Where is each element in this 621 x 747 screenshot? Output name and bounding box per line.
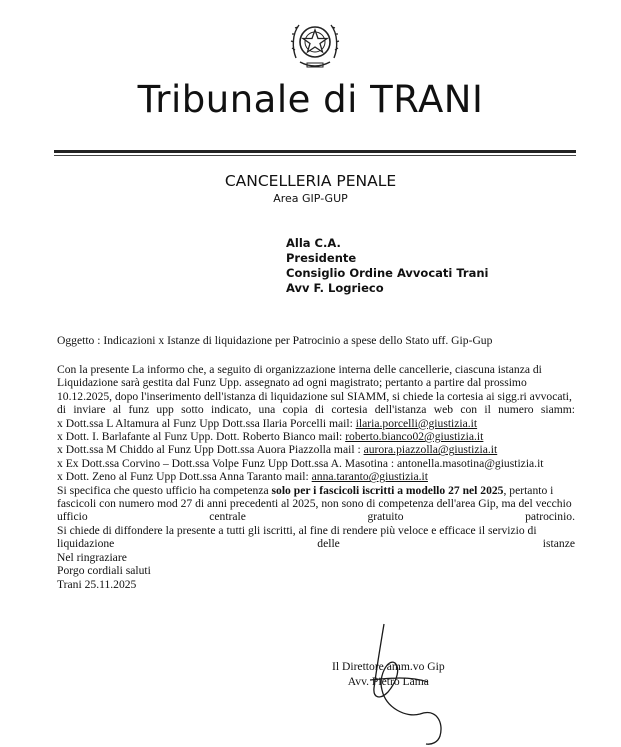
header-rule-thin: [54, 155, 576, 156]
header-rule-thick: [54, 150, 576, 153]
assignment-line: [57, 430, 575, 443]
email-link[interactable]: roberto.bianco02@giustizia.it: [345, 430, 484, 444]
email-link[interactable]: anna.taranto@giustizia.it: [311, 470, 428, 484]
addressee-line: Consiglio Ordine Avvocati Trani: [286, 266, 489, 280]
department-area: Area GIP-GUP: [273, 192, 348, 205]
addressee-line: Presidente: [286, 251, 357, 265]
assignment-line: [57, 457, 575, 470]
signatory-name: Avv. Pietro Lama: [347, 675, 429, 688]
assignment-text: x Dott. I. Barlafante al Funz Upp. Dott. Roberto Bianco mail:: [57, 430, 346, 444]
assignment-text: x Dott. Zeno al Funz Upp Dott.ssa Anna Taranto mail:: [57, 470, 312, 484]
competence-highlight: solo per i fascicoli iscritti a modello 27 nel 2025: [271, 483, 504, 497]
assignment-text: x Ex Dott.ssa Corvino – Dott.ssa Volpe Funz Upp Dott.ssa A. Masotina : antonella.masotina@giustizia.it: [57, 456, 544, 470]
handwritten-signature: [340, 618, 460, 747]
letter-subject: Oggetto : Indicazioni x Istanze di liquidazione per Patrocinio a spese dello Stato uff. Gip-Gup: [57, 334, 493, 347]
intro-paragraph: Con la presente La informo che, a seguito di organizzazione interna delle cancellerie, ciascuna istanza di Liquidazione sarà gestita dal Funz Upp. assegnato ad ogni magistrato; pertanto a partire dal prossimo 10.12.2025, dopo l'inserimento dell'istanza di liquidazione sul SIAMM, si chiede la cortesia ai sigg.ri avvocati, di inviare al funz upp sotto indicato, una copia di cortesia dell'istanza web con il numero siamm:: [57, 363, 575, 417]
assignment-line: [57, 470, 575, 483]
italian-republic-emblem-icon: [290, 14, 340, 72]
diffusion-paragraph: Si chiede di diffondere la presente a tutti gli iscritti, al fine di rendere più veloce e efficace il servizio di liquidazione delle istanze: [57, 523, 575, 551]
signatory-role: Il Direttore amm.vo Gip: [332, 660, 445, 673]
competence-text: Si specifica che questo ufficio ha competenza: [57, 483, 272, 497]
letter-body: [57, 363, 575, 591]
department-name: CANCELLERIA PENALE: [224, 172, 397, 190]
email-link[interactable]: ilaria.porcelli@giustizia.it: [355, 416, 478, 430]
addressee-line: Avv F. Logrieco: [286, 281, 384, 295]
assignment-line: [57, 417, 575, 430]
place-date-line: Trani 25.11.2025: [57, 577, 137, 591]
competence-paragraph: [57, 484, 575, 524]
competence-text-cont: , pertanto i fascicoli con numero mod 27 di anni precedenti al 2025, non sono di competenza dell'area Gip, ma del vecchio ufficio centrale gratuito patrocinio.: [57, 483, 575, 524]
assignment-text: x Dott.ssa L Altamura al Funz Upp Dott.ssa Ilaria Porcelli mail:: [57, 416, 356, 430]
greetings-line: Porgo cordiali saluti: [57, 564, 151, 578]
assignment-text: x Dott.ssa M Chiddo al Funz Upp Dott.ssa Auora Piazzolla mail :: [57, 443, 364, 457]
email-link[interactable]: aurora.piazzolla@giustizia.it: [363, 443, 498, 457]
assignment-line: [57, 443, 575, 456]
thanks-line: Nel ringraziare: [57, 550, 127, 564]
assignment-list: [57, 417, 575, 484]
addressee-block: [286, 236, 489, 296]
court-title: Tribunale di TRANI: [137, 78, 484, 121]
addressee-line: Alla C.A.: [286, 236, 341, 250]
